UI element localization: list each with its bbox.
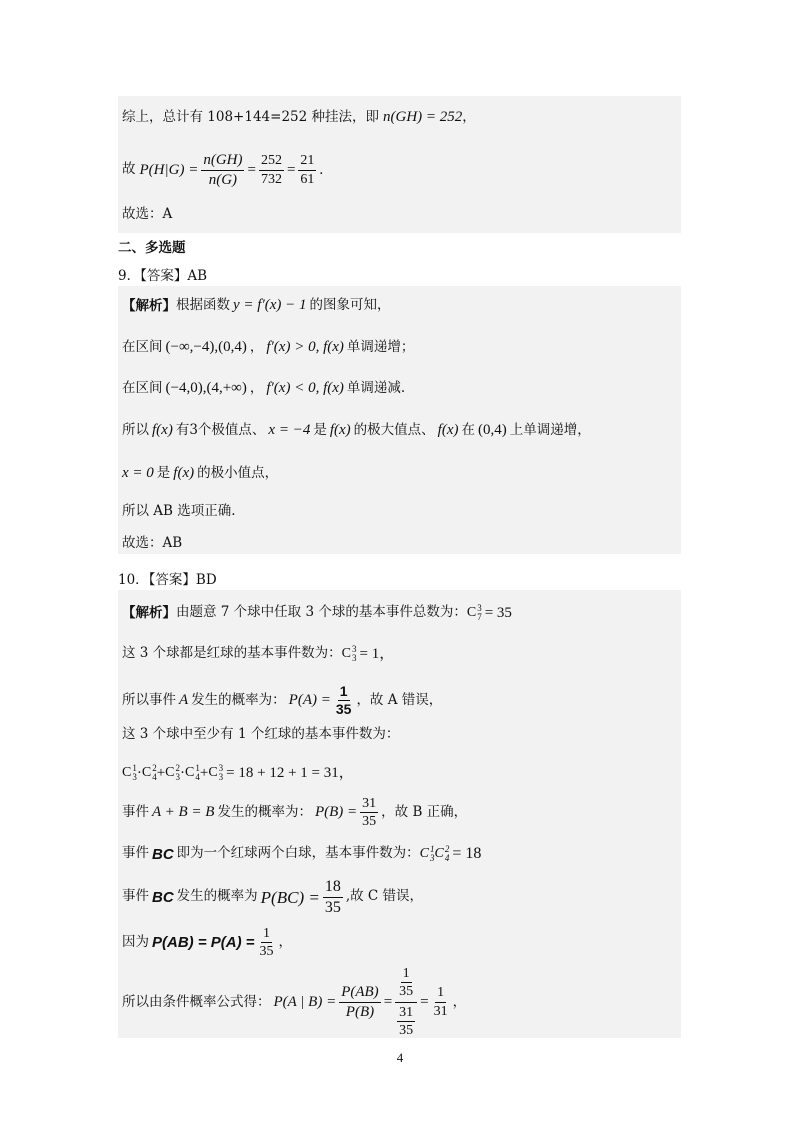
analysis-label: 【解析】 (122, 297, 176, 313)
combination: C 2 4 (141, 763, 157, 782)
text: 由题意 7 个球中任取 3 个球的基本事件总数为： (176, 604, 467, 621)
math: P(BC) = (260, 887, 320, 907)
text: 即为一个红球两个白球，基本事件数为： (176, 845, 420, 862)
fraction (432, 985, 450, 1019)
frac-den: 35 (399, 1023, 414, 1039)
frac-den: 35 (335, 701, 352, 718)
fraction (334, 684, 354, 718)
text: 上单调递增， (509, 421, 591, 438)
fraction (298, 153, 316, 187)
compound-fraction (395, 966, 417, 1039)
math: f(x) (437, 422, 459, 438)
text: 所以事件 (122, 692, 176, 709)
q10-line-1 (122, 604, 512, 622)
frac-num: 1 (261, 926, 272, 943)
math: BC (152, 888, 174, 906)
text: 发生的概率为： (217, 804, 312, 821)
frac-num: n(GH) (201, 152, 244, 171)
math: (−4,0),(4,+∞) (165, 380, 247, 396)
text: 在区间 (122, 379, 163, 396)
q10-line-4 (122, 728, 399, 742)
math: = 18 + 12 + 1 = 31， (226, 764, 354, 781)
math: P(AB) = P(A) = (152, 934, 255, 952)
text: 所以由条件概率公式得： (122, 993, 271, 1010)
analysis-label: 【解析】 (122, 605, 176, 621)
combination: C 1 3 C 2 4 (419, 844, 450, 863)
q9-line-1 (122, 298, 391, 313)
fraction (201, 152, 244, 188)
q10-line-6 (122, 796, 467, 830)
q9-line-6 (122, 505, 236, 519)
frac-den: n(G) (208, 171, 238, 188)
math: y = f′(x) − 1 (233, 297, 307, 313)
text: 的图象可知， (309, 296, 391, 313)
prob-prefix: 故 (122, 161, 136, 178)
math: x = −4 (268, 422, 311, 438)
math: A (179, 692, 189, 709)
text: 发生的概率为： (191, 692, 286, 709)
q10-line-7 (122, 845, 481, 863)
text: ， (249, 338, 264, 355)
q10-line-3 (122, 684, 442, 718)
math: f(x) (173, 465, 195, 481)
q10-line-10: 所以由条件概率公式得： P(A | B) = $\frac{P(AB)}{P(B)}$ = $\frac{\frac{1}{35}}{\frac{31}{35}}$ = $\frac{1}{31}$ ， (122, 966, 467, 1039)
q9-answer: 9．【答案】AB (118, 268, 208, 284)
combination: C 2 3 (165, 763, 180, 782)
summary-text: 综上，总计有 108+144=252 种挂法，即 (122, 108, 380, 125)
combination: C 3 7 (466, 603, 482, 622)
fraction (259, 153, 284, 187)
text: ,故 C 错误， (345, 888, 424, 905)
math: = 1， (359, 645, 395, 662)
frac-den: 35 (362, 814, 377, 830)
math: f(x) (329, 422, 351, 438)
text: 发生的概率为 (176, 888, 258, 905)
frac-num: 31 (360, 796, 378, 813)
choice-line (122, 208, 172, 222)
q10-line-5: C 1 3 · C 2 4 + C 2 3 · C 1 4 + C 3 3 = 18 + 12 + 1 = 31， (122, 763, 354, 782)
math: x = 0 (122, 465, 154, 481)
text: ，故 A 错误， (356, 692, 443, 709)
text: 所以 AB 选项正确. (122, 503, 236, 519)
text: 事件 (122, 804, 149, 821)
frac-den: 61 (300, 171, 315, 187)
text: 是 (313, 421, 327, 438)
q9-line-4 (122, 423, 591, 438)
math: f′(x) < 0, f(x) (266, 380, 344, 396)
frac-num: 31 (397, 1005, 415, 1022)
math: P(A | B) = (273, 993, 337, 1010)
text: 这 3 个球都是红球的基本事件数为： (122, 645, 342, 662)
fraction (258, 926, 276, 960)
text: ， (278, 934, 293, 951)
text: 有3个极值点、 (175, 421, 266, 438)
text: ， (452, 993, 467, 1010)
probability-line: 故 P(H|G) = $\frac{n(GH)}{n(G)}$ = $\frac{252}{732}$ = $\frac{21}{61}$ . (122, 152, 324, 188)
math: P(A) = (288, 692, 331, 709)
fraction (323, 878, 343, 916)
frac-num: 1 (401, 966, 412, 983)
q9-line-3 (122, 381, 405, 396)
page-number: 4 (396, 1050, 404, 1065)
combination: C 1 3 (122, 763, 137, 782)
text: 在区间 (122, 338, 163, 355)
text: 的极小值点， (197, 464, 279, 481)
frac-den: 35 (399, 984, 414, 1000)
text: 这 3 个球中至少有 1 个红球的基本事件数为： (122, 726, 400, 742)
combination: C 3 3 (208, 763, 224, 782)
summary-end: ， (462, 108, 476, 125)
combination: C 3 3 (341, 644, 357, 663)
choice-text: 故选：A (122, 206, 173, 222)
fraction (339, 984, 380, 1020)
frac-num: 18 (323, 878, 343, 898)
text: 根据函数 (176, 296, 230, 313)
math: (0,4) (477, 422, 507, 438)
q10-line-8 (122, 878, 423, 916)
math: P(B) = (314, 804, 358, 821)
frac-num: 1 (435, 985, 446, 1002)
text: 单调递增； (346, 338, 415, 355)
combination: C 1 4 (185, 763, 200, 782)
text: 因为 (122, 934, 149, 951)
frac-num: P(AB) (339, 984, 380, 1003)
math: f(x) (152, 422, 173, 438)
frac-num: 1 (338, 684, 350, 701)
q10-answer: 10．【答案】BD (118, 572, 217, 588)
text: 是 (156, 464, 171, 481)
frac-num: 252 (259, 153, 284, 170)
math: = 35 (484, 604, 512, 621)
math: BC (152, 845, 174, 863)
text: 事件 (122, 845, 149, 862)
text: 单调递减. (346, 379, 406, 396)
frac-den: 35 (259, 944, 274, 960)
q9-line-2 (122, 340, 414, 355)
math: (−∞,−4),(0,4) (165, 339, 247, 355)
q9-line-5 (122, 466, 278, 481)
q10-line-9 (122, 926, 292, 960)
math: = 18 (452, 845, 482, 862)
frac-den: 31 (433, 1003, 448, 1019)
text: ，故 B 正确， (381, 804, 468, 821)
summary-math: n(GH) = 252 (383, 109, 463, 125)
text: 在 (461, 421, 475, 438)
text: ， (249, 379, 264, 396)
q10-line-2 (122, 645, 394, 663)
text: 故选：AB (122, 535, 183, 551)
frac-den: 35 (324, 898, 341, 916)
section-heading: 二、多选题 (118, 240, 186, 255)
frac-num: 21 (298, 153, 316, 170)
text: 的极大值点、 (353, 421, 435, 438)
q9-line-7 (122, 537, 182, 551)
text: 所以 (122, 421, 149, 438)
summary-line (122, 110, 476, 125)
text: 事件 (122, 888, 149, 905)
frac-den: 732 (260, 171, 282, 187)
fraction (360, 796, 378, 830)
math: f′(x) > 0, f(x) (266, 339, 344, 355)
prob-lhs: P(H|G) = (139, 161, 199, 178)
math: A + B = B (152, 804, 215, 821)
frac-den: P(B) (345, 1003, 375, 1020)
